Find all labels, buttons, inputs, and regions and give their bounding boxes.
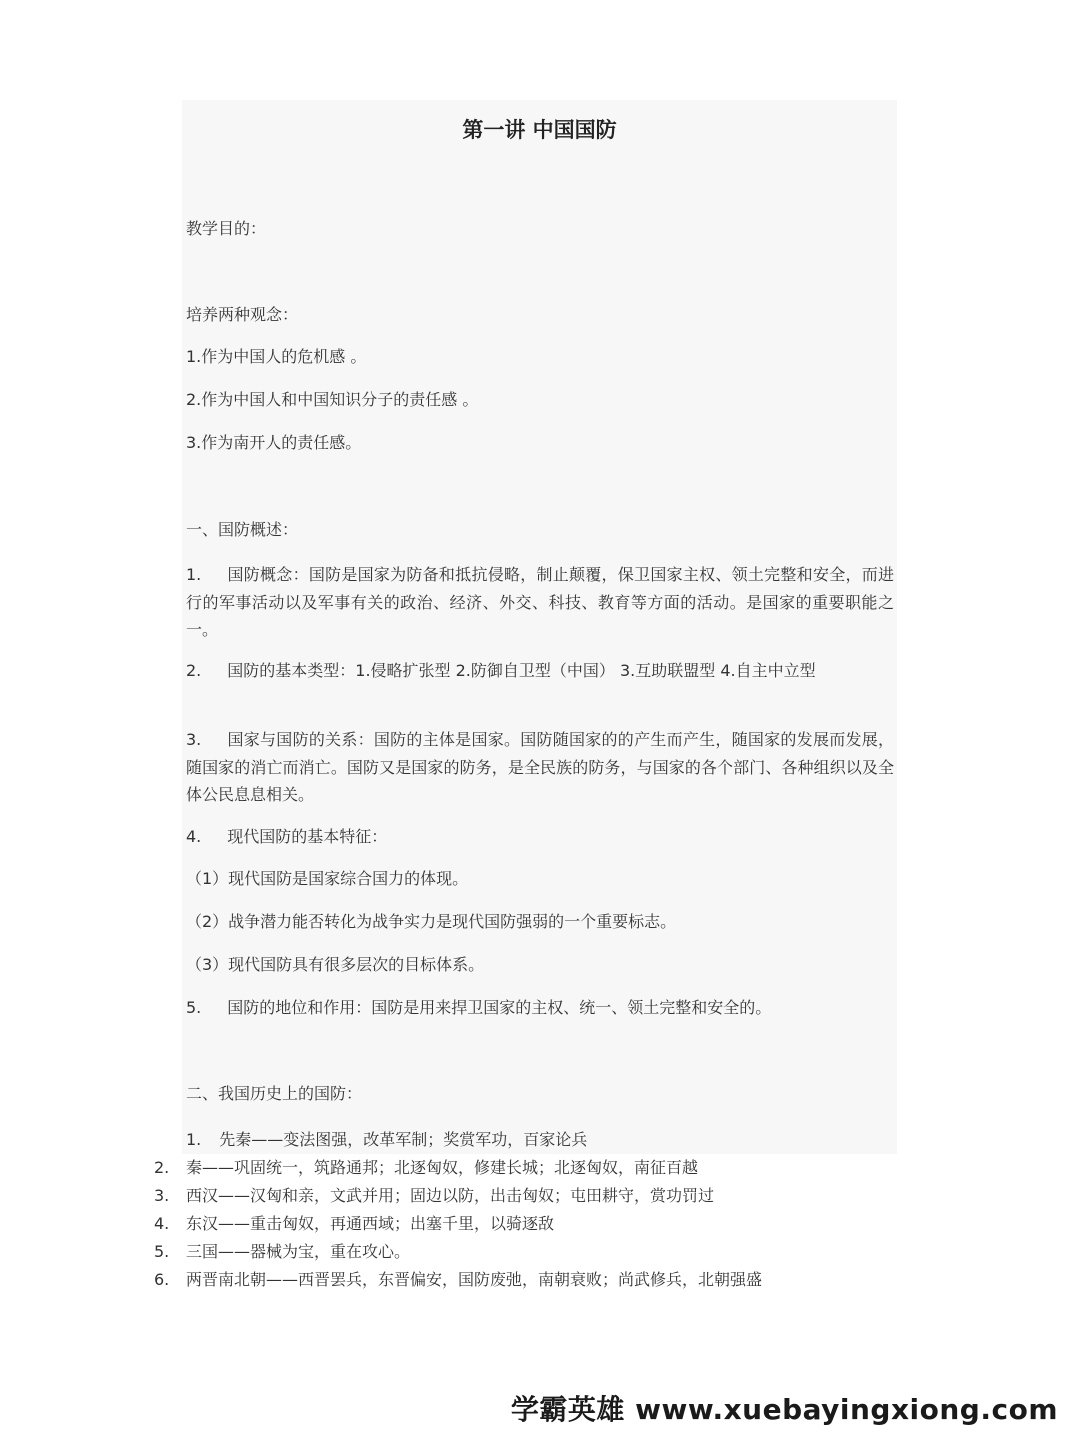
history-item-1	[186, 1129, 587, 1151]
page-title: 第一讲 中国国防	[462, 118, 617, 142]
history-item-5-number: 5.	[154, 1242, 170, 1261]
feature-item-1: （1）现代国防是国家综合国力的体现。	[186, 869, 469, 888]
paragraph-text: 国防概念：国防是国家为防备和抵抗侵略，制止颠覆，保卫国家主权、领土完整和安全，而进行的军事活动以及军事有关的政治、经济、外交、科技、教育等方面的活动。是国家的重要职能之一。	[186, 565, 894, 639]
document-page	[182, 100, 897, 1293]
history-item-3-number: 3.	[154, 1186, 170, 1205]
feature-item-3: （3）现代国防具有很多层次的目标体系。	[186, 955, 485, 974]
history-item-4: 东汉——重击匈奴，再通西域；出塞千里，以骑逐敌	[186, 1214, 555, 1233]
section1-paragraph-4	[186, 823, 894, 851]
paragraph-text: 国家与国防的关系：国防的主体是国家。国防随国家的的产生而产生，随国家的发展而发展，随国家的消亡而消亡。国防又是国家的防务，是全民族的防务，与国家的各个部门、各种组织以及全体公民息息相关。	[186, 730, 894, 804]
site-watermark: 学霸英雄 www.xuebayingxiong.com	[510, 1393, 1058, 1426]
item-number: 1.	[186, 1130, 202, 1149]
feature-item-2: （2）战争潜力能否转化为战争实力是现代国防强弱的一个重要标志。	[186, 912, 677, 931]
history-item-5: 三国——器械为宝，重在攻心。	[186, 1242, 411, 1261]
paragraph-number: 3.	[186, 730, 202, 749]
section1-paragraph-3	[186, 726, 894, 809]
section1-paragraph-1	[186, 561, 894, 644]
concept-item-2: 2.作为中国人和中国知识分子的责任感 。	[186, 390, 479, 409]
paragraph-text: 国防的基本类型：1.侵略扩张型 2.防御自卫型（中国） 3.互助联盟型 4.自主中立型	[227, 661, 816, 680]
history-item-3: 西汉——汉匈和亲，文武并用；固边以防，出击匈奴；屯田耕守，赏功罚过	[186, 1186, 715, 1205]
section1-heading: 一、国防概述：	[186, 520, 299, 539]
concept-item-1: 1.作为中国人的危机感 。	[186, 347, 367, 366]
history-item-2-number: 2.	[154, 1158, 170, 1177]
paragraph-number: 5.	[186, 998, 202, 1017]
section1-paragraph-2	[186, 657, 894, 685]
history-item-6: 两晋南北朝——西晋罢兵，东晋偏安，国防废弛，南朝衰败；尚武修兵，北朝强盛	[186, 1270, 763, 1289]
paragraph-text: 现代国防的基本特征：	[227, 827, 388, 846]
paragraph-number: 2.	[186, 661, 202, 680]
section1-paragraph-5	[186, 994, 894, 1022]
item-text: 先秦——变法图强，改革军制；奖赏军功，百家论兵	[219, 1130, 588, 1149]
concept-heading: 培养两种观念：	[186, 305, 299, 324]
section2-heading: 二、我国历史上的国防：	[186, 1084, 363, 1103]
objective-heading: 教学目的：	[186, 219, 267, 238]
history-item-2: 秦——巩固统一，筑路通邦；北逐匈奴，修建长城；北逐匈奴，南征百越	[186, 1158, 699, 1177]
paragraph-text: 国防的地位和作用：国防是用来捍卫国家的主权、统一、领土完整和安全的。	[227, 998, 772, 1017]
history-item-6-number: 6.	[154, 1270, 170, 1289]
concept-item-3: 3.作为南开人的责任感。	[186, 433, 362, 452]
paragraph-number: 4.	[186, 827, 202, 846]
history-item-4-number: 4.	[154, 1214, 170, 1233]
paragraph-number: 1.	[186, 565, 202, 584]
